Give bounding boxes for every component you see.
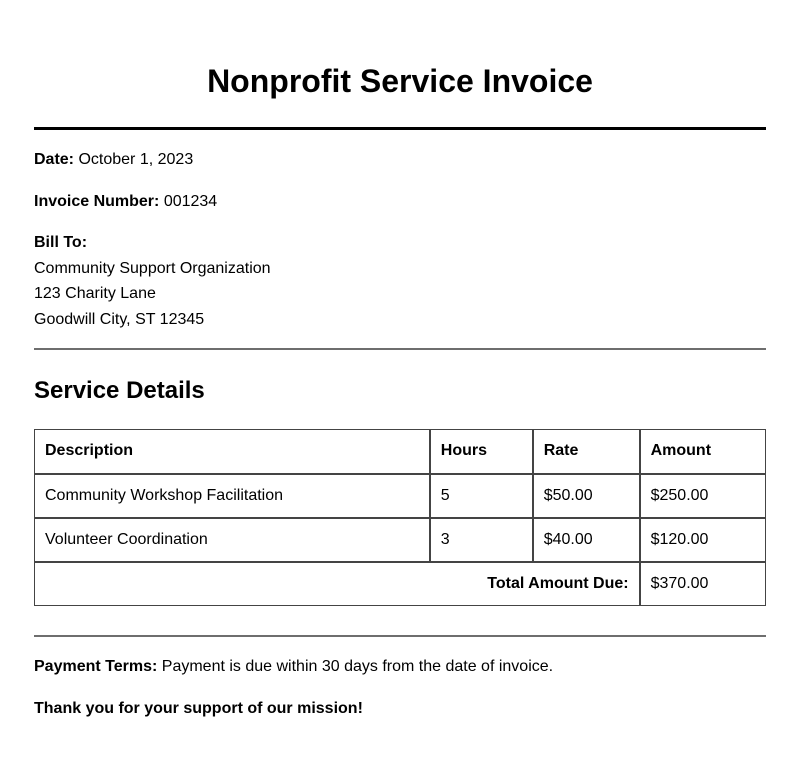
column-header-amount: Amount	[640, 430, 766, 474]
invoice-title: Nonprofit Service Invoice	[207, 63, 593, 99]
bill-to-name: Community Support Organization	[34, 260, 271, 277]
row-rate: $40.00	[533, 518, 640, 562]
column-header-rate: Rate	[533, 430, 640, 474]
total-row	[35, 562, 766, 606]
row-hours: 3	[430, 518, 533, 562]
row-amount: $120.00	[640, 518, 766, 562]
table-row	[35, 474, 766, 518]
row-hours: 5	[430, 474, 533, 518]
row-description: Volunteer Coordination	[35, 518, 430, 562]
date-label: Date:	[34, 151, 75, 168]
bill-to-label: Bill To:	[34, 234, 88, 251]
total-label: Total Amount Due:	[35, 562, 640, 606]
column-header-description: Description	[35, 430, 430, 474]
row-description: Community Workshop Facilitation	[35, 474, 430, 518]
title-divider	[34, 127, 766, 130]
bill-to-city: Goodwill City, ST 12345	[34, 311, 205, 328]
table-row	[35, 518, 766, 562]
date-line	[34, 150, 193, 170]
invoice-number-value: 001234	[163, 193, 218, 210]
invoice-number-label: Invoice Number:	[34, 193, 160, 210]
bill-to-street: 123 Charity Lane	[34, 285, 156, 302]
bill-to-divider	[34, 348, 766, 350]
service-table	[34, 429, 766, 606]
table-header-row	[35, 430, 766, 474]
thank-you-note: Thank you for your support of our mission!	[34, 700, 363, 717]
payment-terms-text: Payment is due within 30 days from the date of invoice.	[161, 658, 554, 675]
payment-terms-label: Payment Terms:	[34, 658, 158, 675]
service-details-heading: Service Details	[34, 377, 205, 404]
table-divider	[34, 635, 766, 637]
date-value: October 1, 2023	[78, 151, 194, 168]
column-header-hours: Hours	[430, 430, 533, 474]
payment-terms-line	[34, 657, 553, 677]
row-rate: $50.00	[533, 474, 640, 518]
invoice-number-line	[34, 192, 217, 212]
total-value: $370.00	[640, 562, 766, 606]
row-amount: $250.00	[640, 474, 766, 518]
